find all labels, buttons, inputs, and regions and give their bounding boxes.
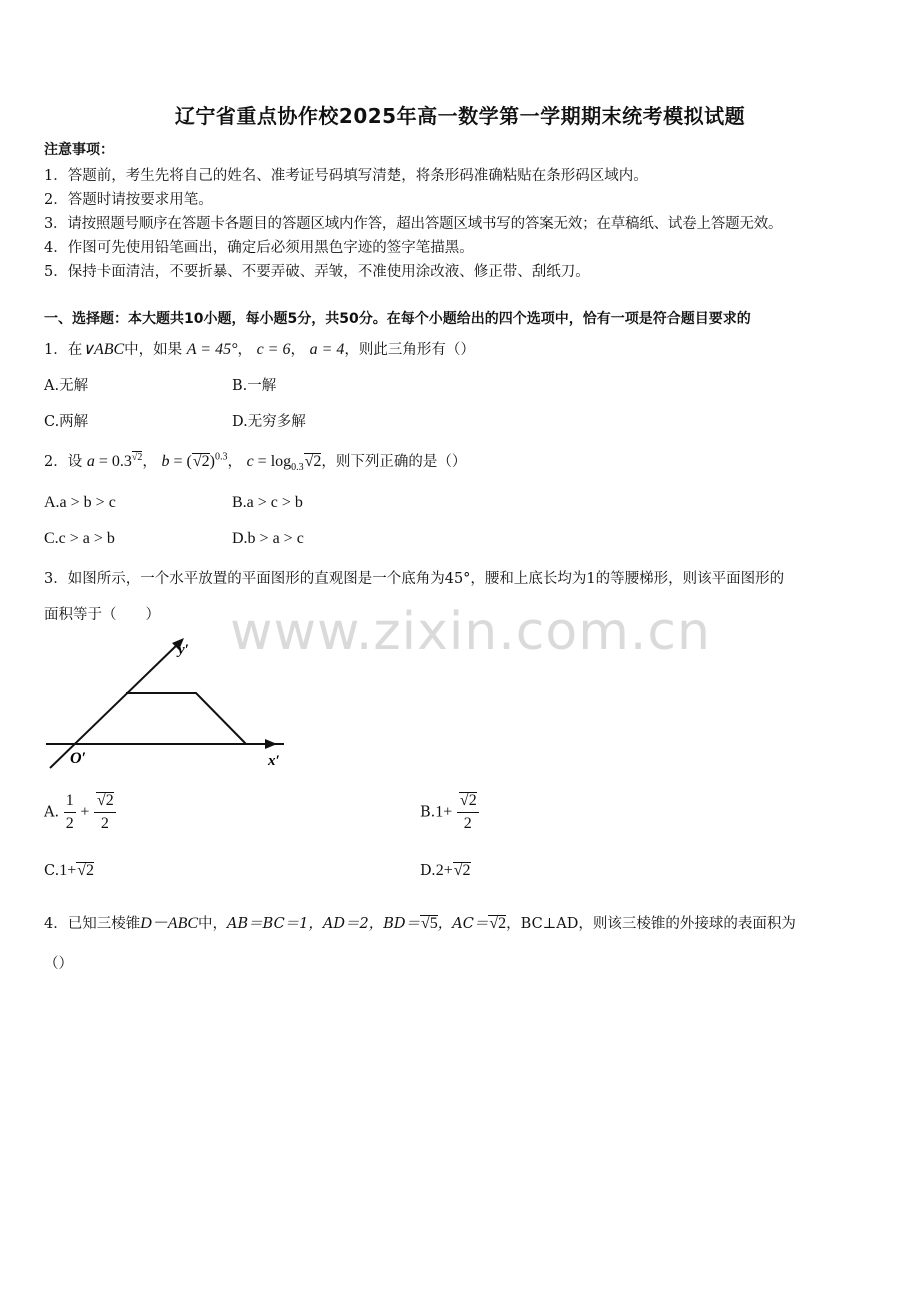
q2-expr-a: $a = 0.3^{√2}$: [86, 451, 143, 470]
q1-prefix: 1．在: [44, 342, 83, 358]
q2-prefix: 2．设: [44, 454, 83, 470]
notice-item-2: 2．答题时请按要求用笔。: [44, 192, 213, 208]
q1-angle: A = 45°: [186, 341, 238, 358]
notice-heading: 注意事项：: [44, 142, 114, 158]
trapezoid-edges: [126, 693, 246, 744]
q2-tail: ，则下列正确的是（）: [321, 454, 467, 470]
notice-item-1: 1．答题前，考生先将自己的姓名、准考证号码填写清楚，将条形码准确粘贴在条形码区域内。: [44, 168, 648, 184]
q2-expr-b: $b = (√2)^{0.3}$: [161, 451, 228, 470]
q1-option-b: B.一解: [232, 378, 277, 394]
question-3-line-1: 3．如图所示，一个水平放置的平面图形的直观图是一个底角为45°，腰和上底长均为1的等腰梯形，则该平面图形的: [44, 571, 785, 587]
q1-mid: 中，如果: [124, 342, 183, 358]
notice-item-4: 4．作图可先使用铅笔画出，确定后必须用黑色字迹的签字笔描黑。: [44, 240, 474, 256]
page-title: 辽宁省重点协作校2025年高一数学第一学期期末统考模拟试题: [174, 104, 746, 128]
q1-option-c: C.两解: [44, 414, 89, 430]
origin-label: O′: [70, 750, 87, 767]
q1-side-a: a = 4: [309, 341, 345, 358]
q4-sqrt5: √5: [421, 915, 438, 932]
q2-option-c: C.c > a > b: [44, 530, 115, 547]
q4-ac: ，AC＝: [437, 916, 489, 932]
q3-option-c: C.1+√2: [44, 862, 94, 879]
question-4-line-1: [44, 910, 796, 933]
question-4-line-2: （）: [44, 956, 73, 972]
q3-option-d: D.2+√2: [420, 862, 471, 879]
x-axis-arrow: [265, 739, 277, 749]
q2-option-a: A.a > b > c: [44, 494, 116, 511]
section-heading: 一、选择题：本大题共10小题，每小题5分，共50分。在每个小题给出的四个选项中，恰有一项是符合题目要求的: [44, 311, 751, 327]
q2-expr-c: $c = \log_{0.3}√2$: [246, 453, 322, 474]
q3-option-a-frac-2: $\frac{√2}{2}$: [94, 790, 116, 835]
q2-option-d: D.b > a > c: [232, 530, 304, 547]
q3-option-c-letter: C.: [44, 863, 60, 879]
watermark: www.zixin.com.cn: [230, 602, 711, 662]
notice-item-3: 3．请按照题号顺序在答题卡各题目的答题区域内作答，超出答题区域书写的答案无效；在草稿纸、试卷上答题无效。: [44, 216, 783, 232]
q3-option-b: B.1+ $\frac{√2}{2}$: [420, 790, 479, 835]
q3-option-a-letter: A.: [44, 804, 60, 821]
q3-option-a-frac-1: $\frac{1}{2}$: [65, 792, 74, 832]
q1-triangle: ∨ABC: [82, 341, 125, 358]
y-axis-label: y′: [178, 642, 189, 658]
q1-option-a: A.无解: [44, 378, 89, 394]
q4-tail: ，BC⊥AD，则该三棱锥的外接球的表面积为: [506, 916, 796, 932]
q4-conditions: AB＝BC＝1，AD＝2，BD＝: [227, 916, 420, 932]
question-2: 2．设 $a = 0.3^{√2}$， $b = (√2)^{0.3}$， $c = \log_{0.3}√2$，则下列正确的是（）: [44, 451, 467, 474]
q1-option-d: D.无穷多解: [232, 414, 306, 430]
q3-option-a: A. $\frac{1}{2}$ + $\frac{√2}{2}$: [44, 790, 116, 835]
q3-option-d-letter: D.: [420, 863, 436, 879]
notice-item-5: 5．保持卡面清洁，不要折暴、不要弄破、弄皱，不准使用涂改液、修正带、刮纸刀。: [44, 264, 590, 280]
x-axis-label: x′: [268, 753, 280, 769]
q4-sqrt2: √2: [489, 915, 507, 932]
q1-side-c: c = 6: [256, 341, 291, 358]
q3-option-b-frac: $\frac{√2}{2}$: [457, 790, 479, 835]
question-1: 1．在∨ABC中，如果 A = 45°， c = 6， a = 4，则此三角形有（）: [44, 341, 475, 358]
q2-option-b: B.a > c > b: [232, 494, 303, 511]
q3-option-b-letter: B.: [420, 804, 436, 821]
q1-tail: ，则此三角形有（）: [344, 342, 475, 358]
q4-prefix: 4．已知三棱锥: [44, 916, 141, 932]
trapezoid-figure: [40, 632, 300, 772]
q4-solid: D－ABC: [140, 915, 199, 932]
q4-mid: 中，: [198, 916, 228, 932]
question-3-line-2: 面积等于（ ）: [44, 607, 160, 623]
